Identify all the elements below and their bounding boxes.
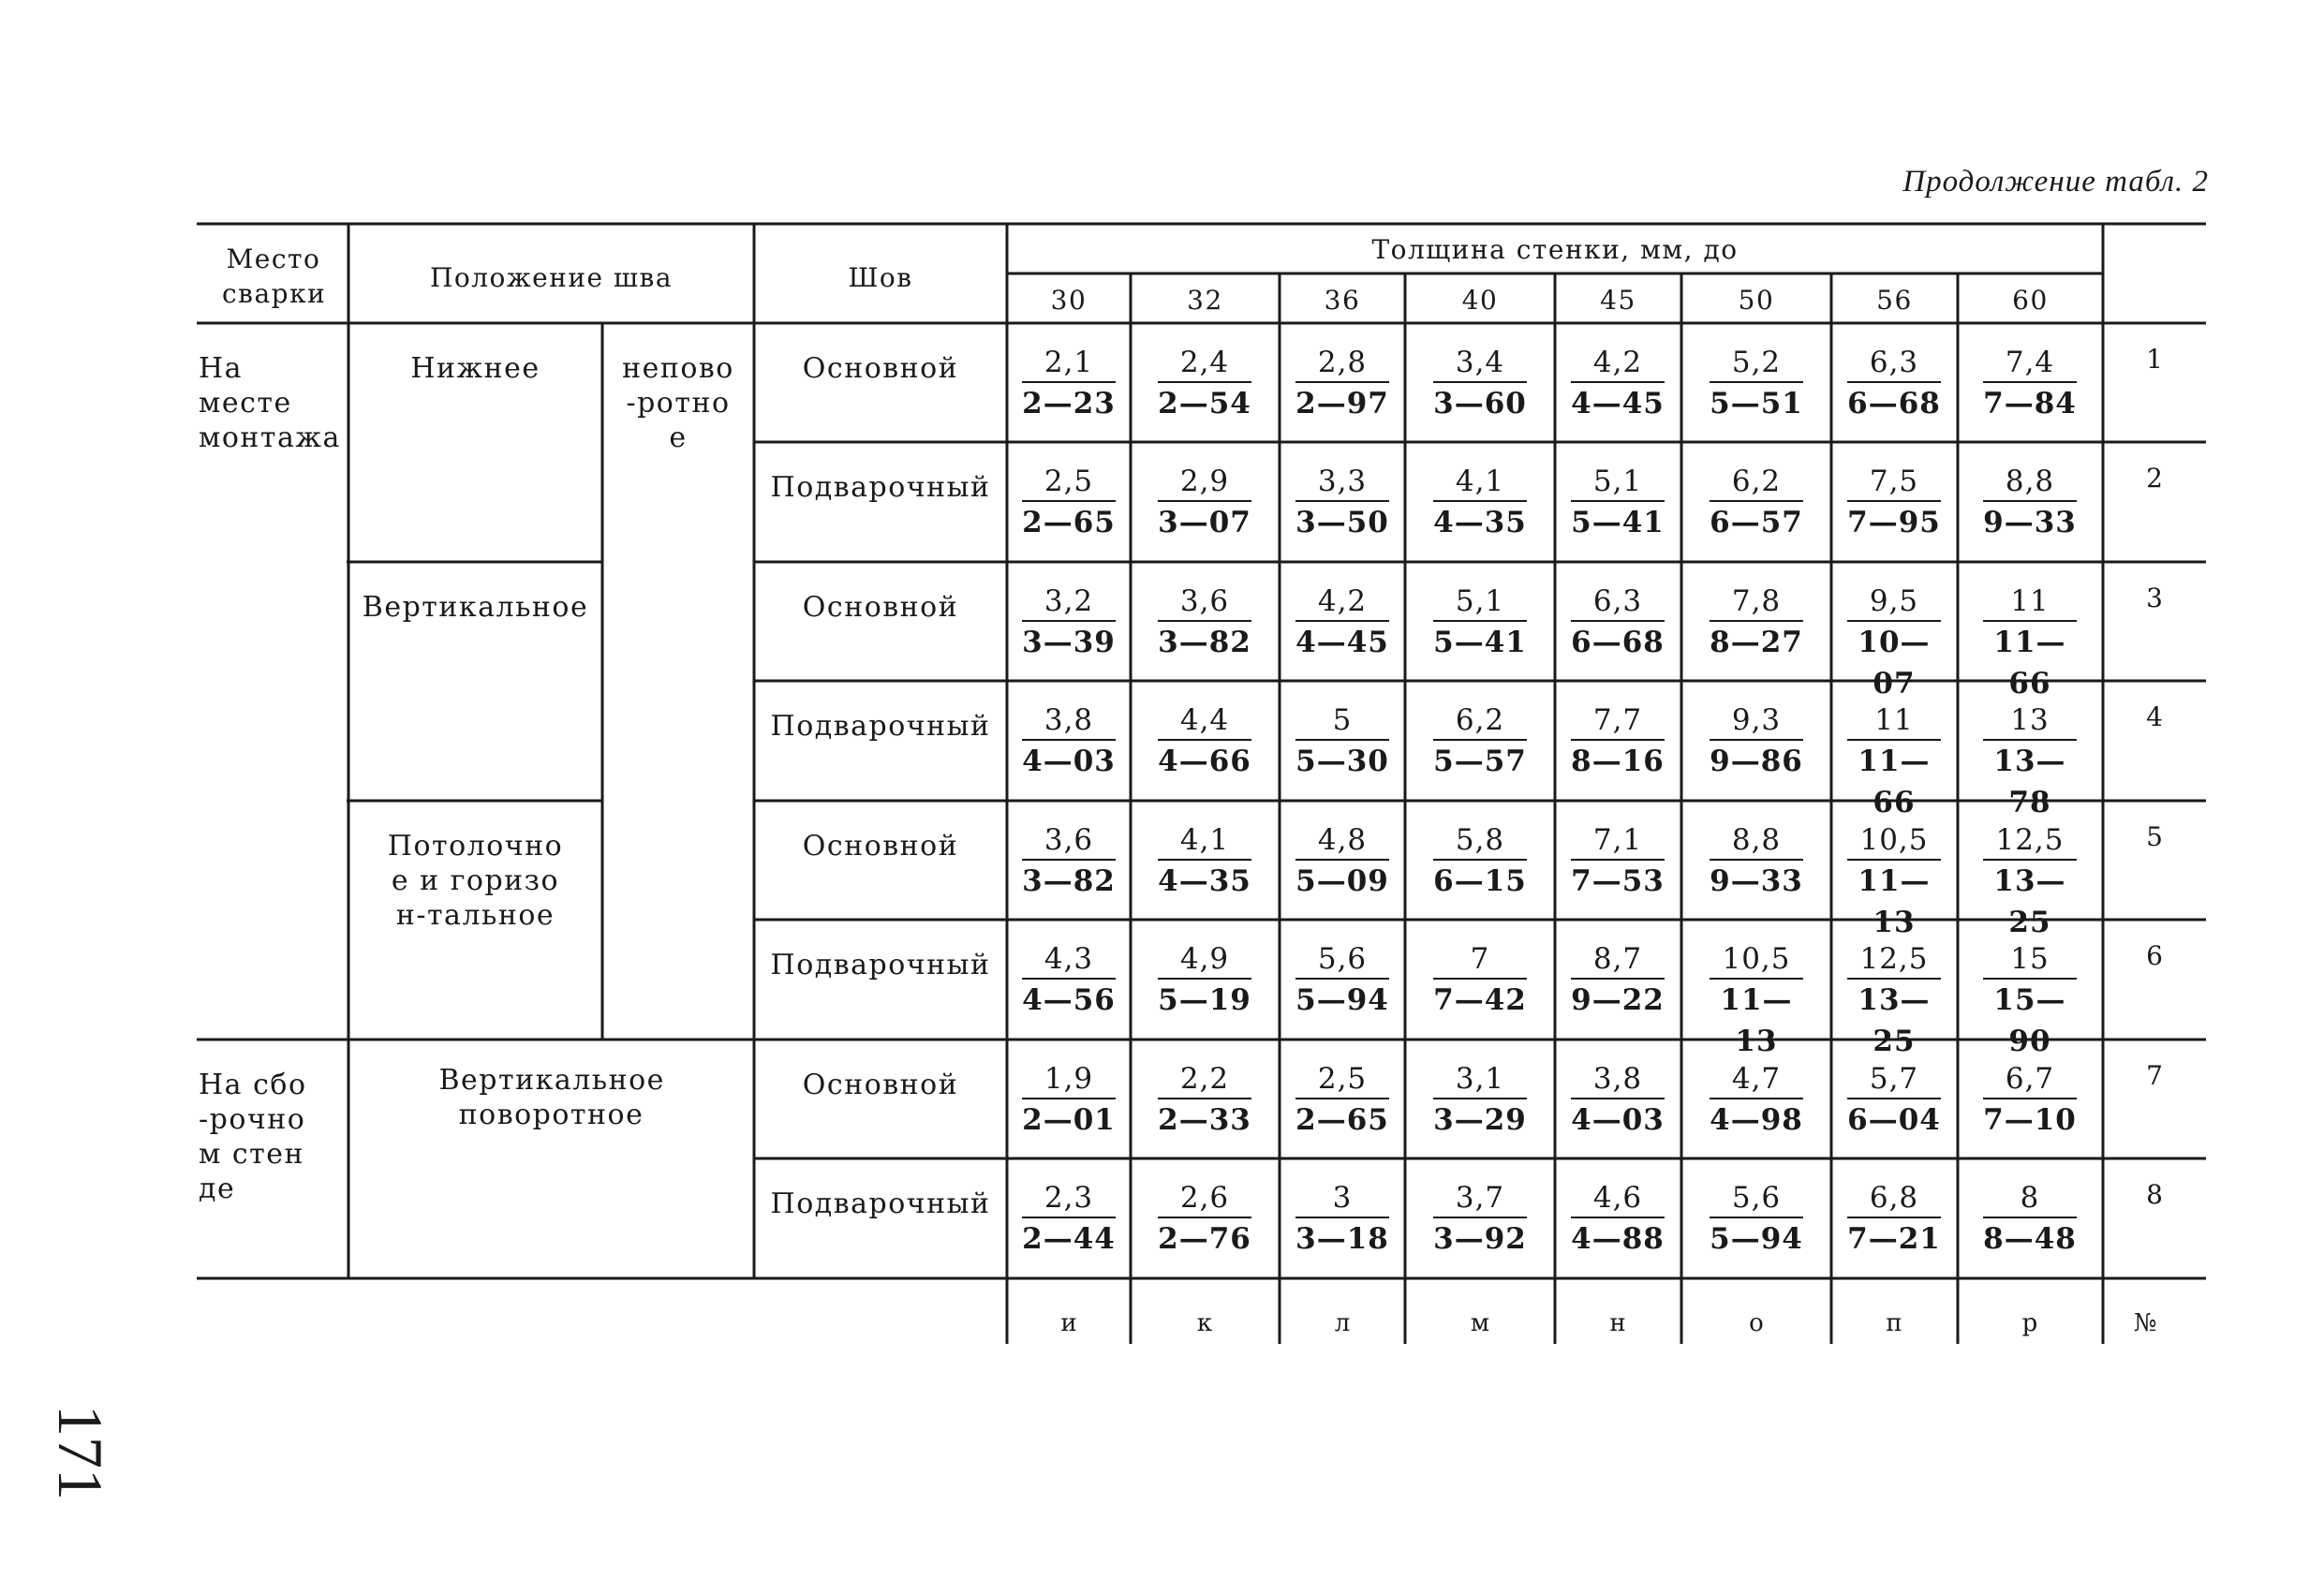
- value-denominator: 5—57: [1433, 745, 1527, 778]
- value-numerator: 3,1: [1433, 1060, 1527, 1099]
- position-ceiling: Потолочное и горизон-тальное: [387, 830, 564, 932]
- value-fraction: [1433, 583, 1527, 663]
- value-denominator: 3—60: [1433, 387, 1527, 420]
- value-fraction: [1022, 344, 1116, 424]
- value-denominator: 6—57: [1710, 506, 1803, 539]
- header-thickness: Толщина стенки, мм, до: [1371, 234, 1739, 265]
- value-denominator: 8—27: [1710, 626, 1803, 659]
- value-fraction: [1847, 1060, 1941, 1141]
- thickness-col-1: 30: [1050, 285, 1088, 316]
- seam-row-8: Подварочный: [770, 1187, 991, 1220]
- value-numerator: 4,4: [1158, 701, 1251, 741]
- value-numerator: 3,6: [1158, 583, 1251, 622]
- value-fraction: [1433, 1179, 1527, 1260]
- value-numerator: 6,7: [1983, 1060, 2077, 1099]
- value-denominator: 4—03: [1571, 1103, 1665, 1137]
- thickness-col-5: 45: [1600, 285, 1636, 316]
- value-fraction: [1022, 1060, 1116, 1141]
- value-numerator: 12,5: [1847, 940, 1941, 980]
- value-fraction: [1983, 463, 2077, 543]
- value-fraction: [1571, 344, 1665, 424]
- value-denominator: 15—90: [1993, 983, 2066, 1058]
- value-fraction: [1710, 940, 1803, 1062]
- value-denominator: 3—92: [1433, 1222, 1527, 1256]
- value-fraction: [1847, 344, 1941, 424]
- value-denominator: 11—66: [1993, 626, 2066, 701]
- value-numerator: 9,5: [1847, 583, 1941, 622]
- header-place-label: Место сварки: [222, 243, 327, 309]
- value-denominator: 5—94: [1710, 1222, 1803, 1256]
- value-fraction: [1158, 1179, 1251, 1260]
- row-number: 2: [2146, 463, 2163, 494]
- seam-row-5: Основной: [802, 830, 959, 863]
- value-denominator: 4—98: [1710, 1103, 1803, 1137]
- value-fraction: [1295, 463, 1389, 543]
- position-vertical: Вертикальное: [362, 591, 589, 624]
- value-fraction: [1571, 1179, 1665, 1260]
- value-fraction: [1847, 463, 1941, 543]
- value-denominator: 5—94: [1295, 983, 1389, 1017]
- value-fraction: [1295, 1060, 1389, 1141]
- value-numerator: 2,1: [1022, 344, 1116, 383]
- value-fraction: [1571, 1060, 1665, 1141]
- header-seam: Шов: [848, 262, 913, 293]
- thickness-col-7: 56: [1876, 285, 1913, 316]
- value-numerator: 4,7: [1710, 1060, 1803, 1099]
- value-numerator: 6,2: [1433, 701, 1527, 741]
- seam-row-6: Подварочный: [770, 949, 991, 981]
- value-denominator: 8—48: [1983, 1222, 2077, 1256]
- value-fraction: [1710, 701, 1803, 782]
- value-denominator: 2—97: [1295, 387, 1389, 420]
- value-numerator: 2,9: [1158, 463, 1251, 502]
- value-numerator: 5,8: [1433, 821, 1527, 861]
- value-numerator: 6,3: [1571, 583, 1665, 622]
- value-denominator: 7—10: [1983, 1103, 2077, 1137]
- value-denominator: 3—29: [1433, 1103, 1527, 1137]
- value-fraction: [1983, 344, 2077, 424]
- value-fraction: [1433, 940, 1527, 1021]
- value-fraction: [1710, 463, 1803, 543]
- value-fraction: [1433, 821, 1527, 902]
- value-fraction: [1433, 1060, 1527, 1141]
- value-denominator: 5—19: [1158, 983, 1251, 1017]
- value-denominator: 3—18: [1295, 1222, 1389, 1256]
- seam-row-3: Основной: [802, 591, 959, 624]
- value-numerator: 3,2: [1022, 583, 1116, 622]
- value-denominator: 9—33: [1983, 506, 2077, 539]
- thickness-col-3: 36: [1324, 285, 1361, 316]
- value-fraction: [1022, 821, 1116, 902]
- value-numerator: 5,1: [1433, 583, 1527, 622]
- value-denominator: 13—78: [1993, 745, 2066, 819]
- value-numerator: 8,8: [1710, 821, 1803, 861]
- thickness-col-2: 32: [1187, 285, 1223, 316]
- value-fraction: [1022, 701, 1116, 782]
- value-denominator: 4—66: [1158, 745, 1251, 778]
- value-fraction: [1158, 583, 1251, 663]
- value-numerator: 7,8: [1710, 583, 1803, 622]
- value-denominator: 5—09: [1295, 864, 1389, 898]
- seam-row-1: Основной: [802, 352, 959, 385]
- value-denominator: 2—44: [1022, 1222, 1116, 1256]
- value-fraction: [1847, 583, 1941, 704]
- thickness-col-4: 40: [1461, 285, 1499, 316]
- value-denominator: 5—41: [1433, 626, 1527, 659]
- value-denominator: 5—41: [1571, 506, 1665, 539]
- value-fraction: [1847, 1179, 1941, 1260]
- value-fraction: [1847, 701, 1941, 823]
- value-denominator: 2—65: [1022, 506, 1116, 539]
- value-fraction: [1847, 940, 1941, 1062]
- value-numerator: 12,5: [1983, 821, 2077, 861]
- table-caption: Продолжение табл. 2: [1902, 165, 2209, 199]
- value-denominator: 7—21: [1847, 1222, 1941, 1256]
- value-denominator: 5—51: [1710, 387, 1803, 420]
- value-numerator: 3,8: [1022, 701, 1116, 741]
- thickness-col-6: 50: [1738, 285, 1775, 316]
- value-numerator: 9,3: [1710, 701, 1803, 741]
- value-numerator: 13: [1983, 701, 2077, 741]
- header-position: Положение шва: [429, 262, 674, 293]
- value-denominator: 13—25: [1858, 983, 1931, 1058]
- value-numerator: 4,6: [1571, 1179, 1665, 1218]
- value-numerator: 3,6: [1022, 821, 1116, 861]
- value-fraction: [1158, 344, 1251, 424]
- value-fraction: [1571, 463, 1665, 543]
- value-numerator: 7: [1433, 940, 1527, 980]
- value-numerator: 7,7: [1571, 701, 1665, 741]
- value-denominator: 2—76: [1158, 1222, 1251, 1256]
- value-numerator: 7,1: [1571, 821, 1665, 861]
- value-denominator: 4—45: [1295, 626, 1389, 659]
- value-numerator: 11: [1847, 701, 1941, 741]
- value-fraction: [1983, 1060, 2077, 1141]
- value-fraction: [1433, 344, 1527, 424]
- value-fraction: [1295, 1179, 1389, 1260]
- value-numerator: 10,5: [1847, 821, 1941, 861]
- value-fraction: [1295, 583, 1389, 663]
- value-numerator: 8,7: [1571, 940, 1665, 980]
- value-fraction: [1983, 1179, 2077, 1260]
- value-numerator: 5,6: [1295, 940, 1389, 980]
- place-assembly-stand: На сбо-рочном стенде: [199, 1069, 307, 1205]
- value-denominator: 5—30: [1295, 745, 1389, 778]
- value-fraction: [1295, 940, 1389, 1021]
- value-fraction: [1158, 1060, 1251, 1141]
- row-number: 1: [2146, 344, 2163, 375]
- value-fraction: [1710, 1179, 1803, 1260]
- value-denominator: 4—88: [1571, 1222, 1665, 1256]
- value-numerator: 10,5: [1710, 940, 1803, 980]
- value-numerator: 4,2: [1295, 583, 1389, 622]
- value-fraction: [1571, 701, 1665, 782]
- value-fraction: [1983, 701, 2077, 823]
- value-numerator: 4,9: [1158, 940, 1251, 980]
- value-denominator: 4—35: [1158, 864, 1251, 898]
- value-numerator: 2,3: [1022, 1179, 1116, 1218]
- value-denominator: 2—23: [1022, 387, 1116, 420]
- value-denominator: 7—53: [1571, 864, 1665, 898]
- value-fraction: [1022, 940, 1116, 1021]
- value-fraction: [1983, 940, 2077, 1062]
- header-place: [199, 242, 348, 311]
- value-fraction: [1433, 701, 1527, 782]
- value-numerator: 15: [1983, 940, 2077, 980]
- value-numerator: 5,7: [1847, 1060, 1941, 1099]
- value-numerator: 2,6: [1158, 1179, 1251, 1218]
- value-denominator: 3—50: [1295, 506, 1389, 539]
- position-vertical-rotary: Вертикальное поворотное: [438, 1064, 665, 1131]
- value-numerator: 6,8: [1847, 1179, 1941, 1218]
- place-on-site: На месте монтажа: [199, 352, 341, 454]
- value-fraction: [1022, 583, 1116, 663]
- value-denominator: 11—13: [1720, 983, 1793, 1058]
- value-fraction: [1295, 821, 1389, 902]
- value-fraction: [1983, 821, 2077, 943]
- value-numerator: 4,1: [1433, 463, 1527, 502]
- value-numerator: 7,4: [1983, 344, 2077, 383]
- value-fraction: [1295, 344, 1389, 424]
- value-fraction: [1158, 701, 1251, 782]
- value-numerator: 2,8: [1295, 344, 1389, 383]
- value-denominator: 3—39: [1022, 626, 1116, 659]
- value-denominator: 4—35: [1433, 506, 1527, 539]
- value-denominator: 2—01: [1022, 1103, 1116, 1137]
- value-denominator: 4—03: [1022, 745, 1116, 778]
- value-numerator: 3,8: [1571, 1060, 1665, 1099]
- value-denominator: 13—25: [1993, 864, 2066, 939]
- value-fraction: [1983, 583, 2077, 704]
- value-denominator: 7—42: [1433, 983, 1527, 1017]
- value-fraction: [1158, 463, 1251, 543]
- value-fraction: [1022, 1179, 1116, 1260]
- value-numerator: 4,8: [1295, 821, 1389, 861]
- value-fraction: [1571, 583, 1665, 663]
- value-denominator: 3—82: [1022, 864, 1116, 898]
- column-code: о: [1749, 1309, 1764, 1337]
- value-fraction: [1571, 821, 1665, 902]
- seam-row-4: Подварочный: [770, 710, 991, 743]
- column-code: л: [1334, 1309, 1351, 1337]
- value-denominator: 7—95: [1847, 506, 1941, 539]
- value-numerator: 5: [1295, 701, 1389, 741]
- value-numerator: 6,3: [1847, 344, 1941, 383]
- value-numerator: 3,7: [1433, 1179, 1527, 1218]
- value-fraction: [1847, 821, 1941, 943]
- value-numerator: 3,3: [1295, 463, 1389, 502]
- value-numerator: 6,2: [1710, 463, 1803, 502]
- value-numerator: 3: [1295, 1179, 1389, 1218]
- value-numerator: 3,4: [1433, 344, 1527, 383]
- value-numerator: 4,1: [1158, 821, 1251, 861]
- value-denominator: 3—07: [1158, 506, 1251, 539]
- seam-row-7: Основной: [802, 1069, 959, 1101]
- value-numerator: 5,6: [1710, 1179, 1803, 1218]
- value-denominator: 6—04: [1847, 1103, 1941, 1137]
- value-numerator: 2,5: [1022, 463, 1116, 502]
- column-code: м: [1470, 1309, 1490, 1337]
- row-number: 4: [2146, 701, 2163, 732]
- value-numerator: 7,5: [1847, 463, 1941, 502]
- value-denominator: 3—82: [1158, 626, 1251, 659]
- value-fraction: [1158, 821, 1251, 902]
- value-numerator: 2,5: [1295, 1060, 1389, 1099]
- value-denominator: 2—65: [1295, 1103, 1389, 1137]
- position-fixed: непово-ротное: [622, 352, 734, 454]
- row-number: 5: [2146, 821, 2163, 852]
- value-denominator: 9—86: [1710, 745, 1803, 778]
- value-numerator: 11: [1983, 583, 2077, 622]
- value-numerator: 2,2: [1158, 1060, 1251, 1099]
- value-denominator: 6—68: [1847, 387, 1941, 420]
- value-numerator: 2,4: [1158, 344, 1251, 383]
- value-fraction: [1158, 940, 1251, 1021]
- value-fraction: [1022, 463, 1116, 543]
- page-number: 171: [45, 1405, 116, 1500]
- column-code: и: [1060, 1309, 1077, 1337]
- value-fraction: [1295, 701, 1389, 782]
- value-numerator: 8: [1983, 1179, 2077, 1218]
- value-denominator: 11—13: [1858, 864, 1931, 939]
- value-fraction: [1710, 821, 1803, 902]
- value-denominator: 2—54: [1158, 387, 1251, 420]
- seam-row-2: Подварочный: [770, 471, 991, 504]
- row-number: 7: [2146, 1060, 2163, 1091]
- value-denominator: 4—56: [1022, 983, 1116, 1017]
- value-denominator: 7—84: [1983, 387, 2077, 420]
- value-numerator: 5,2: [1710, 344, 1803, 383]
- value-numerator: 8,8: [1983, 463, 2077, 502]
- value-denominator: 9—33: [1710, 864, 1803, 898]
- value-fraction: [1433, 463, 1527, 543]
- thickness-col-8: 60: [2012, 285, 2049, 316]
- column-code: н: [1609, 1309, 1626, 1337]
- column-code: №: [2133, 1309, 2157, 1337]
- value-denominator: 11—66: [1858, 745, 1931, 819]
- row-number: 8: [2146, 1179, 2163, 1210]
- column-code: к: [1196, 1309, 1213, 1337]
- value-numerator: 5,1: [1571, 463, 1665, 502]
- value-numerator: 1,9: [1022, 1060, 1116, 1099]
- row-number: 3: [2146, 583, 2163, 613]
- row-number: 6: [2146, 940, 2163, 971]
- value-denominator: 9—22: [1571, 983, 1665, 1017]
- column-code: р: [2021, 1309, 2038, 1337]
- value-fraction: [1710, 1060, 1803, 1141]
- value-denominator: 10—07: [1858, 626, 1931, 701]
- value-numerator: 4,2: [1571, 344, 1665, 383]
- column-code: п: [1886, 1309, 1902, 1337]
- value-denominator: 8—16: [1571, 745, 1665, 778]
- value-denominator: 6—68: [1571, 626, 1665, 659]
- value-denominator: 2—33: [1158, 1103, 1251, 1137]
- value-denominator: 4—45: [1571, 387, 1665, 420]
- value-fraction: [1710, 583, 1803, 663]
- position-lower: Нижнее: [410, 352, 540, 385]
- value-numerator: 4,3: [1022, 940, 1116, 980]
- value-fraction: [1571, 940, 1665, 1021]
- value-fraction: [1710, 344, 1803, 424]
- value-denominator: 6—15: [1433, 864, 1527, 898]
